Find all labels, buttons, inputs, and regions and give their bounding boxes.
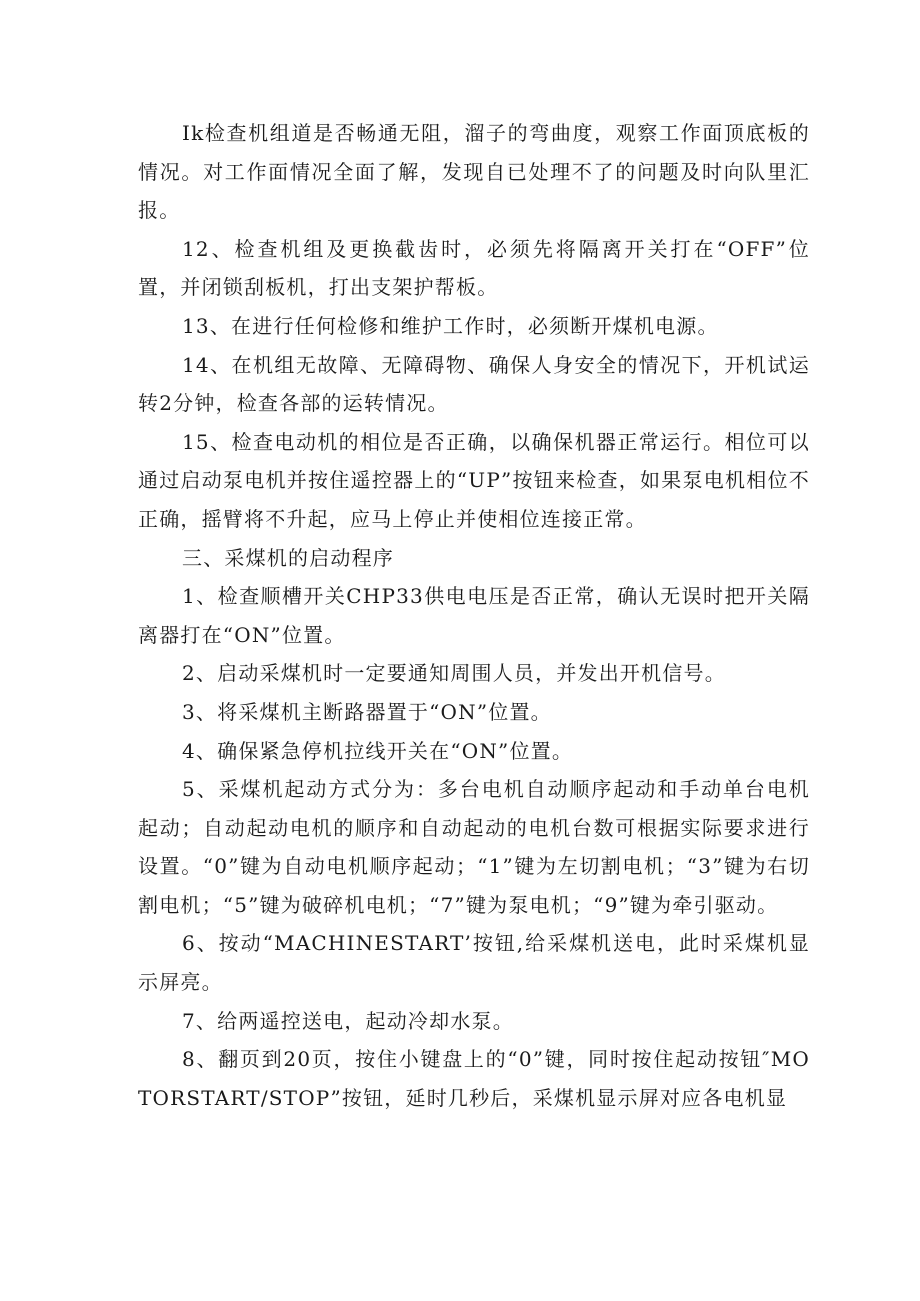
section-heading: 三、采煤机的启动程序 xyxy=(182,545,394,570)
step-4: 4、确保紧急停机拉线开关在“ON”位置。 xyxy=(182,738,574,763)
paragraph-13: 13、在进行任何检修和维护工作时，必须断开煤机电源。 xyxy=(182,313,719,338)
document-body xyxy=(138,114,810,1117)
step-6: 6、按动“MACHINESTART’按钮,给采煤机送电，此时采煤机显示屏亮。 xyxy=(138,931,810,995)
paragraph-12: 12、检查机组及更换截齿时，必须先将隔离开关打在“OFF”位置，并闭锁刮板机，打出支架护帮板。 xyxy=(138,236,810,300)
step-1: 1、检查顺槽开关CHP33供电电压是否正常，确认无误时把开关隔离器打在“ON”位置。 xyxy=(138,584,810,647)
step-7: 7、给两遥控送电，起动冷却水泵。 xyxy=(182,1008,514,1033)
paragraph-14: 14、在机组无故障、无障碍物、确保人身安全的情况下，开机试运转2分钟，检查各部的运转情况。 xyxy=(138,352,810,416)
step-3: 3、将采煤机主断路器置于“ON”位置。 xyxy=(182,699,552,724)
step-2: 2、启动采煤机时一定要通知周围人员，并发出开机信号。 xyxy=(182,661,726,686)
step-5: 5、采煤机起动方式分为：多台电机自动顺序起动和手动单台电机起动；自动起动电机的顺序和自动起动的电机台数可根据实际要求进行设置。“0”键为自动电机顺序起动；“1”键为左切割电机；“3”键为右切割电机；“5”键为破碎机电机；“7”键为泵电机；“9”键为牵引驱动。 xyxy=(138,777,810,917)
step-8: 8、翻页到20页，按住小键盘上的“0”键，同时按住起动按钮″MOTORSTART/STOP”按钮，延时几秒后，采煤机显示屏对应各电机显 xyxy=(138,1047,810,1110)
paragraph-ik: Ik检查机组道是否畅通无阻，溜子的弯曲度，观察工作面顶底板的情况。对工作面情况全面了解，发现自已处理不了的问题及时向队里汇报。 xyxy=(138,121,810,223)
paragraph-15: 15、检查电动机的相位是否正确，以确保机器正常运行。相位可以通过启动泵电机并按住遥控器上的“UP”按钮来检查，如果泵电机相位不正确，摇臂将不升起，应马上停止并使相位连接正常。 xyxy=(138,429,810,531)
